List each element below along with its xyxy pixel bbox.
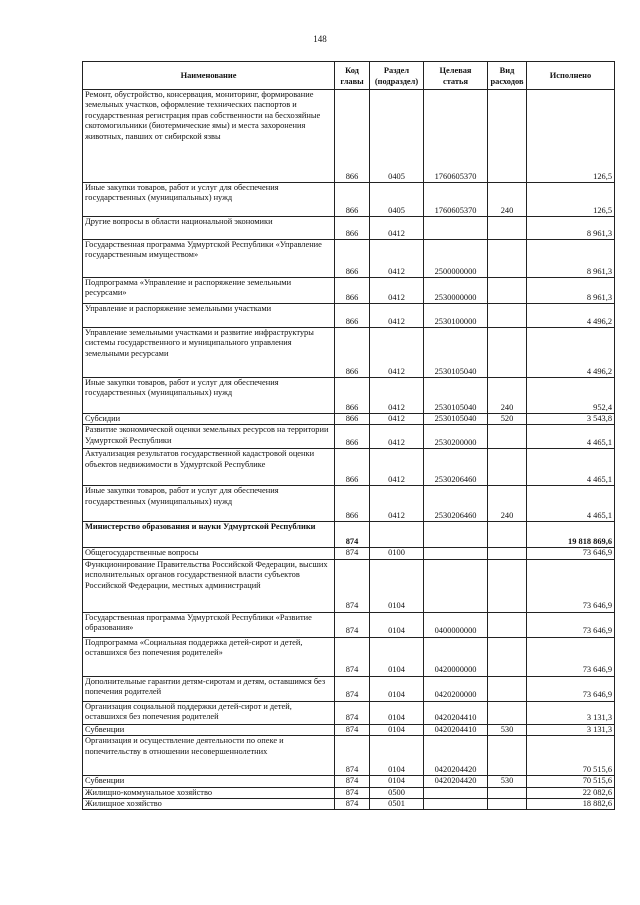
cell-section: 0104 bbox=[370, 637, 424, 676]
cell-name: Государственная программа Удмуртской Республики «Управление государственным имуществом» bbox=[83, 240, 335, 278]
table-row bbox=[83, 449, 615, 486]
budget-execution-table bbox=[82, 61, 615, 810]
cell-type bbox=[488, 548, 527, 559]
cell-name: Дополнительные гарантии детям-сиротам и детям, оставшимся без попечения родителей bbox=[83, 676, 335, 701]
cell-target: 2530200000 bbox=[424, 425, 488, 449]
cell-code: 874 bbox=[335, 787, 370, 798]
table-row bbox=[83, 217, 615, 240]
header-section bbox=[370, 62, 424, 90]
cell-target: 2530100000 bbox=[424, 304, 488, 328]
cell-executed: 3 543,8 bbox=[527, 414, 615, 425]
cell-name: Общегосударственные вопросы bbox=[83, 548, 335, 559]
cell-code: 866 bbox=[335, 278, 370, 304]
cell-section: 0405 bbox=[370, 90, 424, 183]
table-row bbox=[83, 486, 615, 522]
cell-section: 0412 bbox=[370, 304, 424, 328]
cell-type bbox=[488, 676, 527, 701]
cell-executed: 73 646,9 bbox=[527, 676, 615, 701]
cell-name: Министерство образования и науки Удмуртской Республики bbox=[83, 522, 335, 548]
cell-executed: 4 465,1 bbox=[527, 486, 615, 522]
cell-type: 520 bbox=[488, 414, 527, 425]
cell-section bbox=[370, 522, 424, 548]
table-body bbox=[83, 90, 615, 810]
cell-name: Государственная программа Удмуртской Республики «Развитие образования» bbox=[83, 612, 335, 637]
cell-name: Другие вопросы в области национальной экономики bbox=[83, 217, 335, 240]
cell-name: Жилищное хозяйство bbox=[83, 799, 335, 810]
cell-code: 874 bbox=[335, 799, 370, 810]
cell-executed: 126,5 bbox=[527, 90, 615, 183]
cell-target: 0420204410 bbox=[424, 701, 488, 724]
cell-section: 0412 bbox=[370, 378, 424, 414]
cell-code: 866 bbox=[335, 217, 370, 240]
table-row bbox=[83, 90, 615, 183]
header-executed bbox=[527, 62, 615, 90]
cell-executed: 73 646,9 bbox=[527, 559, 615, 612]
cell-section: 0100 bbox=[370, 548, 424, 559]
cell-type bbox=[488, 278, 527, 304]
page-number: 148 bbox=[313, 34, 327, 44]
cell-type: 530 bbox=[488, 724, 527, 735]
cell-name: Организация социальной поддержки детей-сирот и детей, оставшихся без попечения родителей bbox=[83, 701, 335, 724]
cell-code: 874 bbox=[335, 701, 370, 724]
cell-section: 0104 bbox=[370, 776, 424, 787]
cell-code: 874 bbox=[335, 548, 370, 559]
cell-section: 0104 bbox=[370, 676, 424, 701]
cell-code: 874 bbox=[335, 522, 370, 548]
cell-name: Актуализация результатов государственной кадастровой оценки объектов недвижимости в Удмуртской Республике bbox=[83, 449, 335, 486]
table-row bbox=[83, 676, 615, 701]
cell-target: 2530105040 bbox=[424, 328, 488, 378]
cell-target: 0400000000 bbox=[424, 612, 488, 637]
header-code-line2: главы bbox=[340, 76, 364, 86]
table-row bbox=[83, 799, 615, 810]
cell-target bbox=[424, 799, 488, 810]
cell-type bbox=[488, 637, 527, 676]
cell-executed: 4 465,1 bbox=[527, 449, 615, 486]
cell-name: Иные закупки товаров, работ и услуг для обеспечения государственных (муниципальных) нужд bbox=[83, 183, 335, 217]
cell-section: 0412 bbox=[370, 278, 424, 304]
cell-type bbox=[488, 449, 527, 486]
cell-section: 0104 bbox=[370, 724, 424, 735]
table-row bbox=[83, 425, 615, 449]
cell-code: 866 bbox=[335, 486, 370, 522]
header-code-line1: Код bbox=[345, 65, 359, 75]
cell-code: 866 bbox=[335, 90, 370, 183]
cell-section: 0412 bbox=[370, 217, 424, 240]
cell-type: 240 bbox=[488, 183, 527, 217]
cell-target: 2530000000 bbox=[424, 278, 488, 304]
cell-target: 0420200000 bbox=[424, 676, 488, 701]
table-row bbox=[83, 637, 615, 676]
table-row bbox=[83, 183, 615, 217]
cell-name: Управление земельными участками и развитие инфраструктуры системы государственного и муниципального управления земельными ресурсами bbox=[83, 328, 335, 378]
cell-executed: 4 496,2 bbox=[527, 328, 615, 378]
table-row bbox=[83, 559, 615, 612]
table-header-row bbox=[83, 62, 615, 90]
cell-target bbox=[424, 217, 488, 240]
table-row bbox=[83, 776, 615, 787]
cell-name: Подпрограмма «Управление и распоряжение земельными ресурсами» bbox=[83, 278, 335, 304]
cell-executed: 73 646,9 bbox=[527, 548, 615, 559]
cell-executed: 126,5 bbox=[527, 183, 615, 217]
cell-type bbox=[488, 736, 527, 776]
header-code bbox=[335, 62, 370, 90]
cell-type bbox=[488, 217, 527, 240]
cell-target: 1760605370 bbox=[424, 90, 488, 183]
cell-section: 0405 bbox=[370, 183, 424, 217]
cell-code: 874 bbox=[335, 676, 370, 701]
cell-target: 0420000000 bbox=[424, 637, 488, 676]
table-row bbox=[83, 414, 615, 425]
cell-executed: 22 082,6 bbox=[527, 787, 615, 798]
header-type bbox=[488, 62, 527, 90]
cell-executed: 8 961,3 bbox=[527, 278, 615, 304]
header-section-line1: Раздел bbox=[383, 65, 410, 75]
header-type-line2: расходов bbox=[490, 76, 524, 86]
cell-executed: 3 131,3 bbox=[527, 724, 615, 735]
cell-name: Жилищно-коммунальное хозяйство bbox=[83, 787, 335, 798]
cell-name: Субвенции bbox=[83, 776, 335, 787]
cell-target: 2530206460 bbox=[424, 449, 488, 486]
cell-type bbox=[488, 90, 527, 183]
table-row bbox=[83, 701, 615, 724]
cell-code: 866 bbox=[335, 304, 370, 328]
cell-executed: 70 515,6 bbox=[527, 736, 615, 776]
cell-code: 866 bbox=[335, 449, 370, 486]
header-name-text: Наименование bbox=[180, 71, 237, 80]
header-target bbox=[424, 62, 488, 90]
cell-target bbox=[424, 548, 488, 559]
cell-section: 0104 bbox=[370, 736, 424, 776]
cell-name: Субвенции bbox=[83, 724, 335, 735]
cell-code: 866 bbox=[335, 378, 370, 414]
cell-type bbox=[488, 787, 527, 798]
cell-name: Субсидии bbox=[83, 414, 335, 425]
cell-code: 874 bbox=[335, 637, 370, 676]
cell-name: Подпрограмма «Социальная поддержка детей-сирот и детей, оставшихся без попечения родителей» bbox=[83, 637, 335, 676]
table-row bbox=[83, 278, 615, 304]
cell-code: 874 bbox=[335, 612, 370, 637]
cell-target: 1760605370 bbox=[424, 183, 488, 217]
cell-target bbox=[424, 787, 488, 798]
cell-executed: 4 465,1 bbox=[527, 425, 615, 449]
cell-code: 866 bbox=[335, 425, 370, 449]
cell-type bbox=[488, 701, 527, 724]
cell-target: 0420204420 bbox=[424, 776, 488, 787]
cell-target: 0420204410 bbox=[424, 724, 488, 735]
cell-target: 2500000000 bbox=[424, 240, 488, 278]
cell-name: Функционирование Правительства Российской Федерации, высших исполнительных органов государственной власти субъектов Российской Федерации, местных администраций bbox=[83, 559, 335, 612]
cell-executed: 8 961,3 bbox=[527, 217, 615, 240]
table-row bbox=[83, 736, 615, 776]
table-row bbox=[83, 240, 615, 278]
table-row bbox=[83, 304, 615, 328]
cell-section: 0412 bbox=[370, 449, 424, 486]
cell-section: 0412 bbox=[370, 328, 424, 378]
cell-section: 0412 bbox=[370, 486, 424, 522]
cell-code: 874 bbox=[335, 559, 370, 612]
cell-target: 0420204420 bbox=[424, 736, 488, 776]
cell-code: 874 bbox=[335, 776, 370, 787]
cell-type bbox=[488, 559, 527, 612]
header-target-line2: статья bbox=[443, 76, 468, 86]
cell-section: 0412 bbox=[370, 414, 424, 425]
cell-executed: 4 496,2 bbox=[527, 304, 615, 328]
cell-target: 2530105040 bbox=[424, 378, 488, 414]
cell-type: 240 bbox=[488, 378, 527, 414]
cell-executed: 952,4 bbox=[527, 378, 615, 414]
cell-executed: 70 515,6 bbox=[527, 776, 615, 787]
table-row bbox=[83, 378, 615, 414]
cell-type bbox=[488, 612, 527, 637]
cell-target: 2530206460 bbox=[424, 486, 488, 522]
cell-type bbox=[488, 799, 527, 810]
cell-name: Управление и распоряжение земельными участками bbox=[83, 304, 335, 328]
table-row bbox=[83, 612, 615, 637]
cell-target: 2530105040 bbox=[424, 414, 488, 425]
cell-name: Иные закупки товаров, работ и услуг для обеспечения государственных (муниципальных) нужд bbox=[83, 486, 335, 522]
cell-section: 0412 bbox=[370, 240, 424, 278]
cell-executed: 8 961,3 bbox=[527, 240, 615, 278]
cell-code: 866 bbox=[335, 328, 370, 378]
table-row bbox=[83, 328, 615, 378]
table-row bbox=[83, 787, 615, 798]
cell-type bbox=[488, 425, 527, 449]
table-row bbox=[83, 522, 615, 548]
cell-type: 240 bbox=[488, 486, 527, 522]
cell-section: 0500 bbox=[370, 787, 424, 798]
cell-section: 0104 bbox=[370, 701, 424, 724]
cell-section: 0501 bbox=[370, 799, 424, 810]
cell-code: 866 bbox=[335, 183, 370, 217]
cell-code: 866 bbox=[335, 414, 370, 425]
cell-name: Иные закупки товаров, работ и услуг для обеспечения государственных (муниципальных) нужд bbox=[83, 378, 335, 414]
header-name bbox=[83, 62, 335, 90]
cell-code: 874 bbox=[335, 736, 370, 776]
cell-type: 530 bbox=[488, 776, 527, 787]
cell-target bbox=[424, 522, 488, 548]
cell-type bbox=[488, 240, 527, 278]
cell-name: Развитие экономической оценки земельных ресурсов на территории Удмуртской Республики bbox=[83, 425, 335, 449]
cell-type bbox=[488, 328, 527, 378]
cell-target bbox=[424, 559, 488, 612]
cell-section: 0104 bbox=[370, 612, 424, 637]
header-section-line2: (подраздел) bbox=[374, 76, 419, 86]
cell-executed: 19 818 869,6 bbox=[527, 522, 615, 548]
cell-executed: 3 131,3 bbox=[527, 701, 615, 724]
table-row bbox=[83, 548, 615, 559]
cell-executed: 18 882,6 bbox=[527, 799, 615, 810]
cell-executed: 73 646,9 bbox=[527, 637, 615, 676]
table-row bbox=[83, 724, 615, 735]
cell-code: 866 bbox=[335, 240, 370, 278]
cell-type bbox=[488, 304, 527, 328]
cell-type bbox=[488, 522, 527, 548]
header-type-line1: Вид bbox=[499, 65, 515, 75]
cell-name: Организация и осуществление деятельности по опеке и попечительству в отношении несовершеннолетних bbox=[83, 736, 335, 776]
header-target-line1: Целевая bbox=[439, 65, 472, 75]
cell-name: Ремонт, обустройство, консервация, мониторинг, формирование земельных участков, оформление технических паспортов и государственная регистрация прав собственности на бесхозяйные скотомогильники (биотермические ямы) и места захоронения животных, павших от сибирской язвы bbox=[83, 90, 335, 183]
header-executed-text: Исполнено bbox=[549, 71, 592, 80]
cell-code: 874 bbox=[335, 724, 370, 735]
cell-executed: 73 646,9 bbox=[527, 612, 615, 637]
cell-section: 0104 bbox=[370, 559, 424, 612]
cell-section: 0412 bbox=[370, 425, 424, 449]
